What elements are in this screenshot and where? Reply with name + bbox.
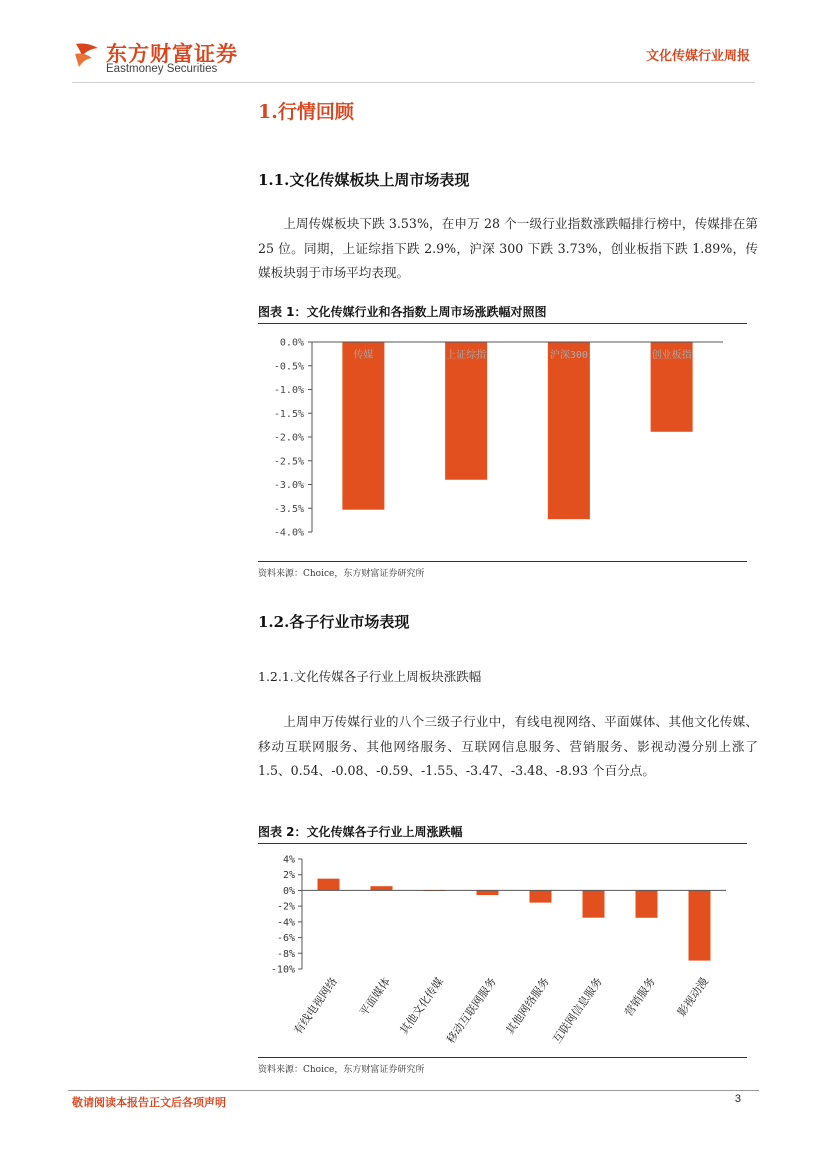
y-tick-label: -4% bbox=[276, 917, 295, 929]
bar bbox=[318, 879, 340, 891]
y-tick-label: -2.5% bbox=[273, 456, 304, 468]
figure-2-top-rule bbox=[258, 843, 747, 844]
y-tick-label: -1.5% bbox=[273, 408, 304, 420]
header-divider bbox=[72, 82, 755, 83]
eastmoney-logo-icon bbox=[72, 40, 102, 70]
bar bbox=[530, 890, 552, 902]
category-label: 沪深300 bbox=[549, 350, 588, 361]
bar bbox=[371, 886, 393, 890]
subsection-title-1-1: 1.1.文化传媒板块上周市场表现 bbox=[258, 171, 470, 189]
y-tick-label: -2.0% bbox=[273, 432, 304, 444]
y-tick-label: 0.0% bbox=[279, 337, 304, 349]
category-label: 平面媒体 bbox=[357, 975, 393, 1019]
logo-text-cn: 东方财富证券 bbox=[106, 42, 238, 66]
category-label: 上证综指 bbox=[446, 350, 487, 361]
y-tick-label: -1.0% bbox=[273, 385, 304, 396]
y-tick-label: -10% bbox=[270, 964, 295, 976]
figure-2-bottom-rule bbox=[258, 1057, 747, 1058]
subsection-title-1-2: 1.2.各子行业市场表现 bbox=[258, 613, 410, 631]
bar bbox=[689, 890, 711, 960]
figure-2-bar-chart bbox=[258, 847, 747, 1055]
footer-divider bbox=[68, 1090, 759, 1091]
section-title: 1.行情回顾 bbox=[258, 101, 354, 123]
bar bbox=[636, 890, 658, 917]
bar bbox=[342, 342, 384, 510]
y-tick-label: -3.0% bbox=[273, 480, 304, 491]
bar bbox=[445, 342, 487, 480]
figure-2-title: 图表 2：文化传媒各子行业上周涨跌幅 bbox=[258, 825, 463, 839]
category-label: 移动互联网服务 bbox=[444, 975, 499, 1046]
paragraph-market-performance: 上周传媒板块下跌 3.53%，在申万 28 个一级行业指数涨跌幅排行榜中，传媒排在第 25 位。同期，上证综指下跌 2.9%，沪深 300 下跌 3.73%，创业板指下跌 1.89%，传媒板块弱于市场平均表现。 bbox=[258, 216, 758, 280]
paragraph-subindustry-performance: 上周申万传媒行业的八个三级子行业中，有线电视网络、平面媒体、其他文化传媒、移动互联网服务、其他网络服务、互联网信息服务、营销服务、影视动漫分别上涨了 1.5、0.54、-0.08、-0.59、-1.55、-3.47、-3.48、-8.93 个百分点。 bbox=[258, 714, 758, 778]
category-label: 影视动漫 bbox=[675, 975, 711, 1019]
category-label: 其他文化传媒 bbox=[397, 975, 446, 1037]
figure-1-bottom-rule bbox=[258, 561, 747, 562]
footer-disclaimer: 敬请阅读本报告正文后各项声明 bbox=[72, 1096, 226, 1109]
bar bbox=[583, 890, 605, 917]
y-tick-label: -6% bbox=[276, 933, 295, 945]
logo-text-en: Eastmoney Securities bbox=[106, 63, 218, 75]
y-tick-label: 4% bbox=[282, 854, 295, 866]
category-label: 其他网络服务 bbox=[503, 975, 552, 1037]
bar bbox=[548, 342, 590, 519]
y-tick-label: -0.5% bbox=[273, 361, 304, 373]
y-tick-label: 2% bbox=[282, 870, 295, 882]
y-tick-label: -4.0% bbox=[273, 527, 304, 539]
y-tick-label: -3.5% bbox=[273, 503, 304, 515]
figure-2-source: 资料来源：Choice，东方财富证券研究所 bbox=[258, 1065, 425, 1075]
figure-1-title: 图表 1：文化传媒行业和各指数上周市场涨跌幅对照图 bbox=[258, 305, 547, 319]
category-label: 互联网信息服务 bbox=[550, 975, 605, 1046]
subsection-title-1-2-1: 1.2.1.文化传媒各子行业上周板块涨跌幅 bbox=[258, 669, 482, 684]
category-label: 有线电视网络 bbox=[291, 975, 340, 1037]
figure-1-bar-chart bbox=[258, 328, 747, 558]
category-label: 传媒 bbox=[353, 350, 374, 361]
bar bbox=[477, 890, 499, 895]
figure-1-source: 资料来源：Choice，东方财富证券研究所 bbox=[258, 569, 425, 579]
figure-1-top-rule bbox=[258, 323, 747, 324]
y-tick-label: -2% bbox=[276, 901, 295, 913]
y-tick-label: 0% bbox=[282, 885, 295, 897]
category-label: 创业板指 bbox=[651, 350, 692, 361]
y-tick-label: -8% bbox=[276, 948, 295, 960]
page-number: 3 bbox=[734, 1093, 741, 1105]
report-type-label: 文化传媒行业周报 bbox=[645, 49, 750, 64]
category-label: 营销服务 bbox=[622, 975, 658, 1019]
